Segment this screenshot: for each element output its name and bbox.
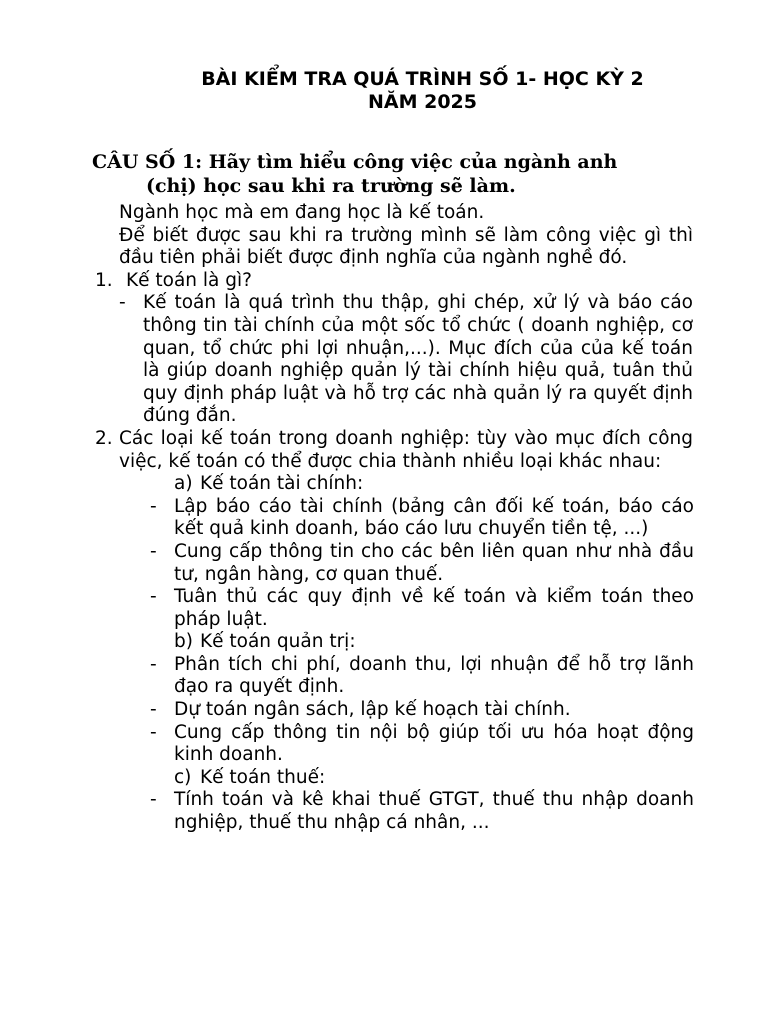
section-1-title: Kế toán là gì? [126,269,252,291]
dash-bullet: - [150,540,157,562]
dash-bullet: - [150,699,157,721]
answer-body [0,202,768,835]
subsection-c-heading [174,766,768,790]
dash-bullet: - [150,653,157,675]
section-2-heading [95,427,693,473]
list-item [150,789,694,834]
dash-bullet: - [119,292,126,314]
intro-paragraph-1: Ngành học mà em đang học là kế toán. [119,202,485,223]
title-line-2: NĂM 2025 [367,91,477,113]
section-2-number: 2. [95,427,113,449]
dash-bullet: - [150,495,157,517]
subsection-b-bullet-2: Dự toán ngân sách, lập kế hoạch tài chính. [174,699,571,721]
list-item [150,540,694,586]
list-item [150,721,694,767]
subsection-a-bullet-2: Cung cấp thông tin cho các bên liên quan như nhà đầu tư, ngân hàng, cơ quan thuế. [174,540,694,585]
subsection-a-bullet-1: Lập báo cáo tài chính (bảng cân đối kế toán, báo cáo kết quả kinh doanh, báo cáo lưu chuyển tiền tệ, ...) [174,495,694,540]
subsection-b-bullet-3: Cung cấp thông tin nội bộ giúp tối ưu hóa hoạt động kinh doanh. [174,721,694,766]
section-1-number: 1. [95,269,113,291]
subsection-a-bullet-3: Tuân thủ các quy định về kế toán và kiểm toán theo pháp luật. [174,586,694,630]
dash-bullet: - [150,586,157,608]
title-line-1: BÀI KIỂM TRA QUÁ TRÌNH SỐ 1- HỌC KỲ 2 [201,68,644,90]
subsection-b-title: Kế toán quản trị: [200,631,356,653]
subsection-a-heading [174,473,768,496]
subsection-b-bullet-1: Phân tích chi phí, doanh thu, lợi nhuận để hỗ trợ lãnh đạo ra quyết định. [174,653,694,698]
document-title [150,68,695,114]
subsection-a-letter: a) [174,473,193,495]
subsection-a-title: Kế toán tài chính: [200,473,364,495]
section-1-heading [95,269,693,293]
question-line-1: CÂU SỐ 1: Hãy tìm hiểu công việc của ngành anh [92,151,618,173]
list-item [150,699,694,722]
intro-paragraph-2: Để biết được sau khi ra trường mình sẽ làm công việc gì thì đầu tiên phải biết được định nghĩa của ngành nghề đó. [119,224,693,269]
section-1-bullet-1: Kế toán là quá trình thu thập, ghi chép, xử lý và báo cáo thông tin tài chính của một sốc tổ chức ( doanh nghiệp, cơ quan, tổ chức phi lợi nhuận,...). Mục đích của của kế toán là giúp doanh nghiệp quản lý tài chính hiệu quả, tuân thủ quy định pháp luật và hỗ trợ các nhà quản lý ra quyết định đúng đắn. [143,292,693,427]
list-item [150,495,694,541]
dash-bullet: - [150,721,157,743]
section-2-title: Các loại kế toán trong doanh nghiệp: tùy vào mục đích công việc, kế toán có thể được chia thành nhiều loại khác nhau: [119,427,693,472]
subsection-c-letter: c) [174,766,192,788]
list-item [150,653,694,699]
subsection-b-heading [174,631,768,654]
list-item [119,292,693,428]
question-heading [92,150,692,198]
question-line-2: (chị) học sau khi ra trường sẽ làm. [146,175,516,197]
dash-bullet: - [150,789,157,811]
list-item [150,586,694,631]
subsection-c-bullet-1: Tính toán và kê khai thuế GTGT, thuế thu nhập doanh nghiệp, thuế thu nhập cá nhân, ... [174,789,694,834]
subsection-b-letter: b) [174,631,193,653]
subsection-c-title: Kế toán thuế: [200,766,326,788]
